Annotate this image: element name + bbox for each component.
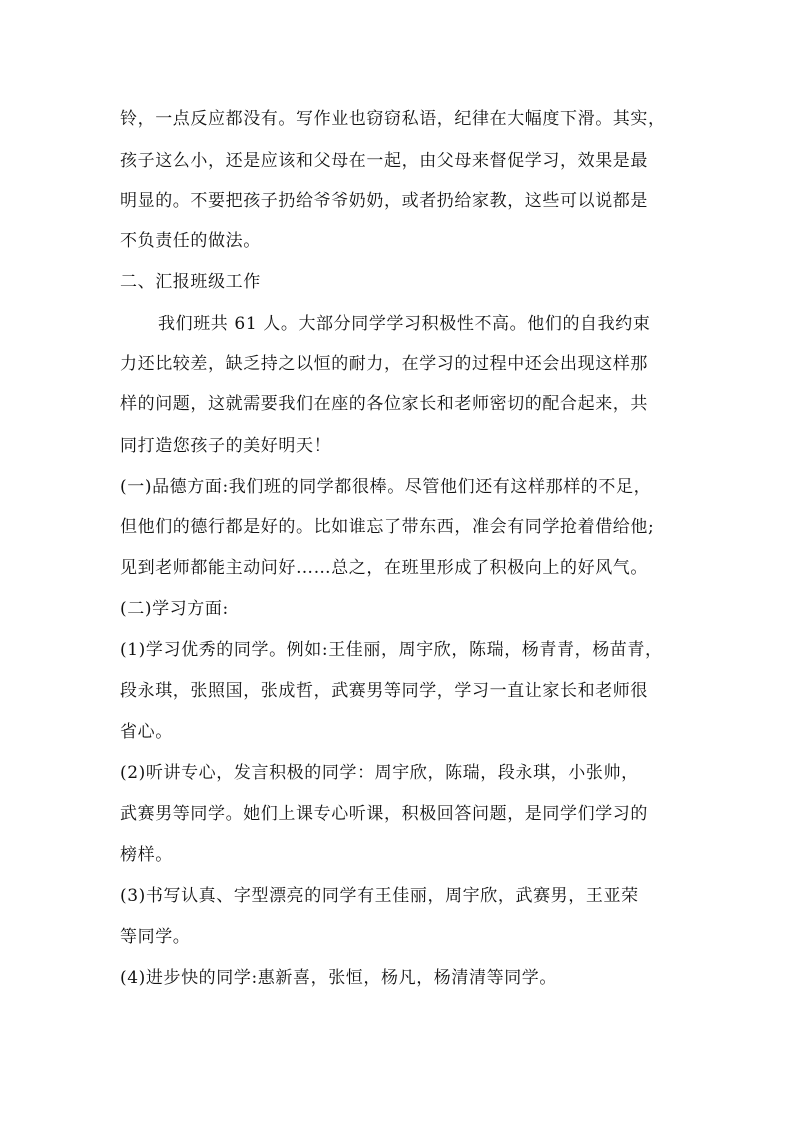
paragraph-line: 孩子这么小，还是应该和父母在一起，由父母来督促学习，效果是最 — [120, 151, 648, 171]
list-item: 榜样。 — [120, 845, 173, 865]
list-item: 武赛男等同学。她们上课专心听课，积极回答问题，是同学们学习的 — [120, 804, 648, 824]
paragraph-line: 但他们的德行都是好的。比如谁忘了带东西，准会有同学抢着借给他; — [120, 517, 655, 537]
paragraph-line: 不负责任的做法。 — [120, 231, 261, 251]
list-item: (4)进步快的同学:惠新喜，张恒，杨凡，杨清清等同学。 — [120, 968, 558, 988]
paragraph-line: 铃，一点反应都没有。写作业也窃窃私语，纪律在大幅度下滑。其实， — [120, 109, 666, 129]
section-heading: 二、汇报班级工作 — [120, 272, 261, 292]
list-item: (1)学习优秀的同学。例如:王佳丽，周宇欣，陈瑞，杨青青，杨苗青， — [120, 640, 663, 660]
paragraph-line: 明显的。不要把孩子扔给爷爷奶奶，或者扔给家教，这些可以说都是 — [120, 191, 648, 211]
paragraph-line: 样的问题，这就需要我们在座的各位家长和老师密切的配合起来，共 — [120, 394, 648, 414]
paragraph-line: 我们班共 61 人。大部分同学学习积极性不高。他们的自我约束 — [158, 314, 651, 334]
list-item: (2)听讲专心，发言积极的同学：周宇欣，陈瑞，段永琪，小张帅， — [120, 763, 639, 783]
list-item: 省心。 — [120, 722, 173, 742]
list-item: 等同学。 — [120, 927, 191, 947]
paragraph-line: (一)品德方面:我们班的同学都很棒。尽管他们还有这样那样的不足， — [120, 477, 652, 497]
subheading: (二)学习方面: — [120, 599, 229, 619]
paragraph-line: 见到老师都能主动问好……总之，在班里形成了积极向上的好风气。 — [120, 558, 648, 578]
paragraph-line: 同打造您孩子的美好明天！ — [120, 436, 332, 456]
list-item: (3)书写认真、字型漂亮的同学有王佳丽，周宇欣，武赛男，王亚荣 — [120, 886, 639, 906]
paragraph-line: 力还比较差，缺乏持之以恒的耐力，在学习的过程中还会出现这样那 — [120, 354, 648, 374]
list-item: 段永琪，张照国，张成哲，武赛男等同学，学习一直让家长和老师很 — [120, 681, 648, 701]
